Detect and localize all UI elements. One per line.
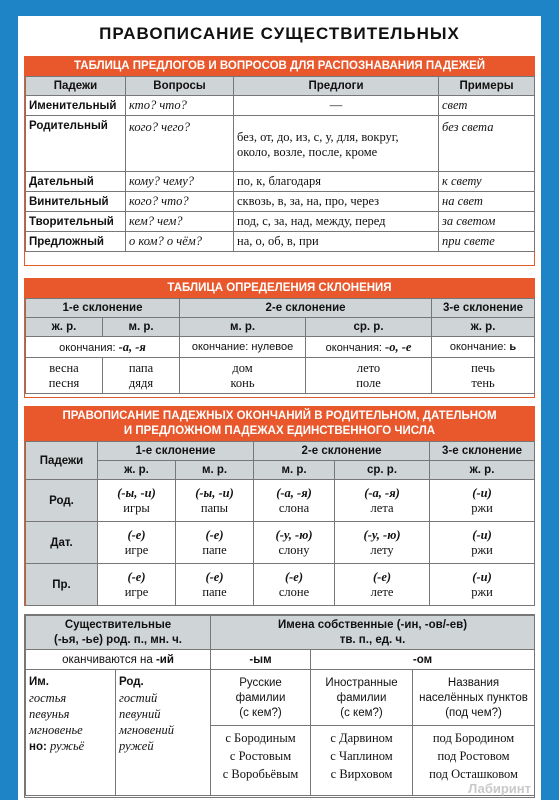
ending: (-а, -я) bbox=[364, 485, 400, 500]
column-question: (с кем?) bbox=[239, 707, 282, 719]
gender-header: м. р. bbox=[254, 461, 335, 480]
proper-names-header bbox=[211, 616, 535, 650]
example-word: ржи bbox=[471, 584, 493, 599]
table-row bbox=[26, 172, 535, 192]
declension-header: 1-е склонение bbox=[98, 442, 254, 461]
ending-cell bbox=[98, 480, 176, 522]
case-prepositions: — bbox=[234, 96, 439, 116]
case-endings-section bbox=[24, 406, 535, 606]
exception-label: но: bbox=[29, 741, 50, 753]
declension-header: 2-е склонение bbox=[254, 442, 430, 461]
example-word: папе bbox=[202, 542, 227, 557]
second-declension-masc-ending: окончание: нулевое bbox=[180, 337, 306, 358]
gender-header: ж. р. bbox=[432, 318, 535, 337]
header-line: Существительные bbox=[64, 618, 172, 631]
endings-label: окончание: bbox=[449, 341, 510, 353]
endings-value: ь bbox=[509, 341, 517, 353]
ending-cell bbox=[254, 564, 335, 606]
prepositions-table-section bbox=[24, 56, 535, 266]
section-header: ТАБЛИЦА ПРЕДЛОГОВ И ВОПРОСОВ ДЛЯ РАСПОЗНАВАНИЯ ПАДЕЖЕЙ bbox=[25, 57, 534, 76]
table-row bbox=[26, 116, 535, 172]
gender-header: м. р. bbox=[176, 461, 254, 480]
case-name: Именительный bbox=[26, 96, 126, 116]
ending-cell bbox=[430, 564, 535, 606]
col-header: Примеры bbox=[439, 77, 535, 96]
case-name: Родительный bbox=[26, 116, 126, 172]
example-name: с Вирховом bbox=[330, 767, 393, 781]
example-words bbox=[103, 358, 180, 394]
nouns-ya-header bbox=[26, 616, 211, 650]
ending: (-и) bbox=[472, 485, 492, 500]
col-header: Вопросы bbox=[126, 77, 234, 96]
endings-value: -ий bbox=[155, 653, 174, 666]
example-word: ржи bbox=[471, 542, 493, 557]
foreign-surnames-column bbox=[311, 670, 413, 796]
header-line: ПРАВОПИСАНИЕ ПАДЕЖНЫХ ОКОНЧАНИЙ В РОДИТЕЛЬНОМ, ДАТЕЛЬНОМ bbox=[62, 410, 497, 422]
gender-header: м. р. bbox=[180, 318, 306, 337]
word: ружьё bbox=[50, 739, 85, 753]
case-example: на свет bbox=[439, 192, 535, 212]
ending: (-и) bbox=[472, 569, 492, 584]
example-word: слона bbox=[278, 500, 310, 515]
table-row bbox=[26, 564, 535, 606]
ending: (-а, -я) bbox=[276, 485, 312, 500]
column-head: Род. bbox=[119, 676, 144, 688]
example-word: слоне bbox=[278, 584, 310, 599]
example-word: слону bbox=[278, 542, 310, 557]
case-example: к свету bbox=[439, 172, 535, 192]
gender-header: м. р. bbox=[103, 318, 180, 337]
example-name: с Бородиным bbox=[225, 731, 296, 745]
case-prepositions: без, от, до, из, с, у, для, вокруг, около, возле, после, кроме bbox=[234, 116, 439, 172]
case-example: при свете bbox=[439, 232, 535, 252]
ending: (-е) bbox=[127, 527, 146, 542]
declension-header: 1-е склонение bbox=[26, 299, 180, 318]
word: гостья bbox=[29, 691, 67, 705]
ending-cell bbox=[98, 564, 176, 606]
example-name: с Воробьёвым bbox=[222, 767, 299, 781]
col-header: Предлоги bbox=[234, 77, 439, 96]
declension-header: 3-е склонение bbox=[430, 442, 535, 461]
example-word: песня bbox=[48, 375, 80, 390]
declension-table bbox=[25, 298, 535, 394]
endings-label: окончания: bbox=[59, 341, 119, 354]
example-words bbox=[26, 358, 103, 394]
case-endings-table bbox=[25, 441, 535, 606]
ending: (-у, -ю) bbox=[363, 527, 401, 542]
ending: (-и) bbox=[472, 527, 492, 542]
ending: (-е) bbox=[205, 527, 224, 542]
example-word: лете bbox=[370, 584, 394, 599]
special-nouns-section bbox=[24, 614, 535, 798]
special-nouns-table bbox=[25, 615, 535, 796]
example-word: ржи bbox=[471, 500, 493, 515]
case-question: кого? что? bbox=[126, 192, 234, 212]
case-example: за светом bbox=[439, 212, 535, 232]
case-prepositions: на, о, об, в, при bbox=[234, 232, 439, 252]
word: мгновенье bbox=[29, 723, 83, 737]
example-name: под Бородином bbox=[432, 731, 515, 745]
examples-row bbox=[26, 358, 535, 394]
gender-header: ср. р. bbox=[335, 461, 430, 480]
case-name: Дат. bbox=[26, 522, 98, 564]
endings-label: окончания: bbox=[325, 341, 386, 354]
table-row bbox=[26, 522, 535, 564]
example-name: с Чаплином bbox=[330, 749, 393, 763]
column-head: Русские bbox=[239, 677, 282, 689]
ending-cell bbox=[176, 522, 254, 564]
example-word: лету bbox=[370, 542, 394, 557]
ending: (-ы, -и) bbox=[195, 485, 234, 500]
example-word: лето bbox=[356, 360, 381, 375]
word: ружей bbox=[119, 739, 154, 753]
gender-header: ср. р. bbox=[306, 318, 432, 337]
example-word: игре bbox=[124, 542, 149, 557]
column-head: населённых пунктов bbox=[419, 692, 528, 704]
case-question: кем? чем? bbox=[126, 212, 234, 232]
place-names-column bbox=[413, 670, 535, 796]
word-exception bbox=[29, 738, 112, 755]
case-name: Предложный bbox=[26, 232, 126, 252]
case-name: Творительный bbox=[26, 212, 126, 232]
column-head: Им. bbox=[29, 676, 49, 688]
example-name: с Дарвином bbox=[330, 731, 393, 745]
ending-cell bbox=[254, 522, 335, 564]
case-prepositions: по, к, благодаря bbox=[234, 172, 439, 192]
column-head: Иностранные bbox=[325, 677, 398, 689]
gender-header: ж. р. bbox=[98, 461, 176, 480]
example-word: дом bbox=[232, 360, 253, 375]
header-line: тв. п., ед. ч. bbox=[339, 633, 406, 646]
third-declension-ending bbox=[432, 337, 535, 358]
ending: (-е) bbox=[127, 569, 146, 584]
ending: (-е) bbox=[284, 569, 304, 584]
column-head: Названия bbox=[447, 677, 500, 689]
ending: (-у, -ю) bbox=[275, 527, 313, 542]
section-header bbox=[25, 407, 534, 441]
ending: (-ы, -и) bbox=[117, 485, 156, 500]
ending-cell bbox=[176, 564, 254, 606]
word: певуний bbox=[119, 707, 161, 721]
example-word: лета bbox=[370, 500, 394, 515]
ending: (-е) bbox=[373, 569, 392, 584]
header-line: (-ья, -ье) род. п., мн. ч. bbox=[54, 633, 182, 646]
table-row bbox=[26, 212, 535, 232]
ending-cell bbox=[335, 480, 430, 522]
ending-cell bbox=[254, 480, 335, 522]
ending-cell bbox=[430, 522, 535, 564]
case-question: кого? чего? bbox=[126, 116, 234, 172]
example-name: под Осташковом bbox=[429, 767, 518, 781]
case-question: кто? что? bbox=[126, 96, 234, 116]
ending-cell bbox=[98, 522, 176, 564]
gender-header: ж. р. bbox=[430, 461, 535, 480]
example-word: печь bbox=[471, 360, 495, 375]
example-word: папа bbox=[128, 360, 154, 375]
section-header: ТАБЛИЦА ОПРЕДЕЛЕНИЯ СКЛОНЕНИЯ bbox=[25, 279, 534, 298]
example-words bbox=[180, 358, 306, 394]
word: мгновений bbox=[119, 723, 174, 737]
column-head: фамилии bbox=[336, 692, 387, 704]
case-question: кому? чему? bbox=[126, 172, 234, 192]
case-example: свет bbox=[439, 96, 535, 116]
column-question: (с кем?) bbox=[340, 707, 383, 719]
table-row bbox=[26, 480, 535, 522]
case-prepositions: сквозь, в, за, на, про, через bbox=[234, 192, 439, 212]
russian-surnames-column bbox=[211, 670, 311, 796]
second-declension-neut-endings bbox=[306, 337, 432, 358]
header-line: И ПРЕДЛОЖНОМ ПАДЕЖАХ ЕДИНСТВЕННОГО ЧИСЛА bbox=[123, 425, 436, 437]
example-word: конь bbox=[230, 375, 255, 390]
ending-cell bbox=[176, 480, 254, 522]
poster-page bbox=[18, 16, 541, 800]
example-words bbox=[432, 358, 535, 394]
case-prepositions: под, с, за, над, между, перед bbox=[234, 212, 439, 232]
header-line: Имена собственные (-ин, -ов/-ев) bbox=[278, 618, 468, 631]
declension-table-section bbox=[24, 278, 535, 398]
ending-cell bbox=[335, 564, 430, 606]
col-header: Падежи bbox=[26, 77, 126, 96]
case-name: Винительный bbox=[26, 192, 126, 212]
ending-ij-cell bbox=[26, 650, 211, 670]
ending-cell bbox=[335, 522, 430, 564]
table-row bbox=[26, 96, 535, 116]
word: певунья bbox=[29, 707, 70, 721]
example-word: игре bbox=[124, 584, 149, 599]
watermark: Лабиринт bbox=[468, 781, 531, 796]
example-name: с Ростовым bbox=[229, 749, 292, 763]
endings-label: оканчиваются на bbox=[62, 653, 156, 666]
case-name: Пр. bbox=[26, 564, 98, 606]
ending-cell bbox=[430, 480, 535, 522]
column-question: (под чем?) bbox=[445, 707, 502, 719]
declension-header: 3-е склонение bbox=[432, 299, 535, 318]
example-word: папе bbox=[202, 584, 227, 599]
example-name: под Ростовом bbox=[437, 749, 510, 763]
case-col-header: Падежи bbox=[26, 442, 98, 480]
table-row bbox=[26, 192, 535, 212]
example-word: игры bbox=[123, 500, 150, 515]
gender-header: ж. р. bbox=[26, 318, 103, 337]
endings-value: -о, -е bbox=[385, 339, 412, 354]
endings-row bbox=[26, 337, 535, 358]
example-words bbox=[306, 358, 432, 394]
example-word: тень bbox=[471, 375, 495, 390]
declension-header: 2-е склонение bbox=[180, 299, 432, 318]
endings-value: -а, -я bbox=[118, 339, 146, 354]
prepositions-table bbox=[25, 76, 535, 252]
example-word: весна bbox=[49, 360, 79, 375]
word: гостий bbox=[119, 691, 158, 705]
example-word: папы bbox=[200, 500, 229, 515]
column-head: фамилии bbox=[235, 692, 286, 704]
case-question: о ком? о чём? bbox=[126, 232, 234, 252]
first-declension-endings bbox=[26, 337, 180, 358]
example-word: дядя bbox=[128, 375, 154, 390]
nominative-column bbox=[26, 670, 116, 796]
endings-row bbox=[26, 650, 535, 670]
ending-om: -ом bbox=[311, 650, 535, 670]
genitive-column bbox=[116, 670, 211, 796]
ending: (-е) bbox=[205, 569, 224, 584]
example-word: поле bbox=[356, 375, 381, 390]
table-row bbox=[26, 232, 535, 252]
case-name: Род. bbox=[26, 480, 98, 522]
case-name: Дательный bbox=[26, 172, 126, 192]
page-title: ПРАВОПИСАНИЕ СУЩЕСТВИТЕЛЬНЫХ bbox=[99, 24, 460, 43]
ending-ym: -ым bbox=[211, 650, 311, 670]
case-example: без света bbox=[439, 116, 535, 172]
